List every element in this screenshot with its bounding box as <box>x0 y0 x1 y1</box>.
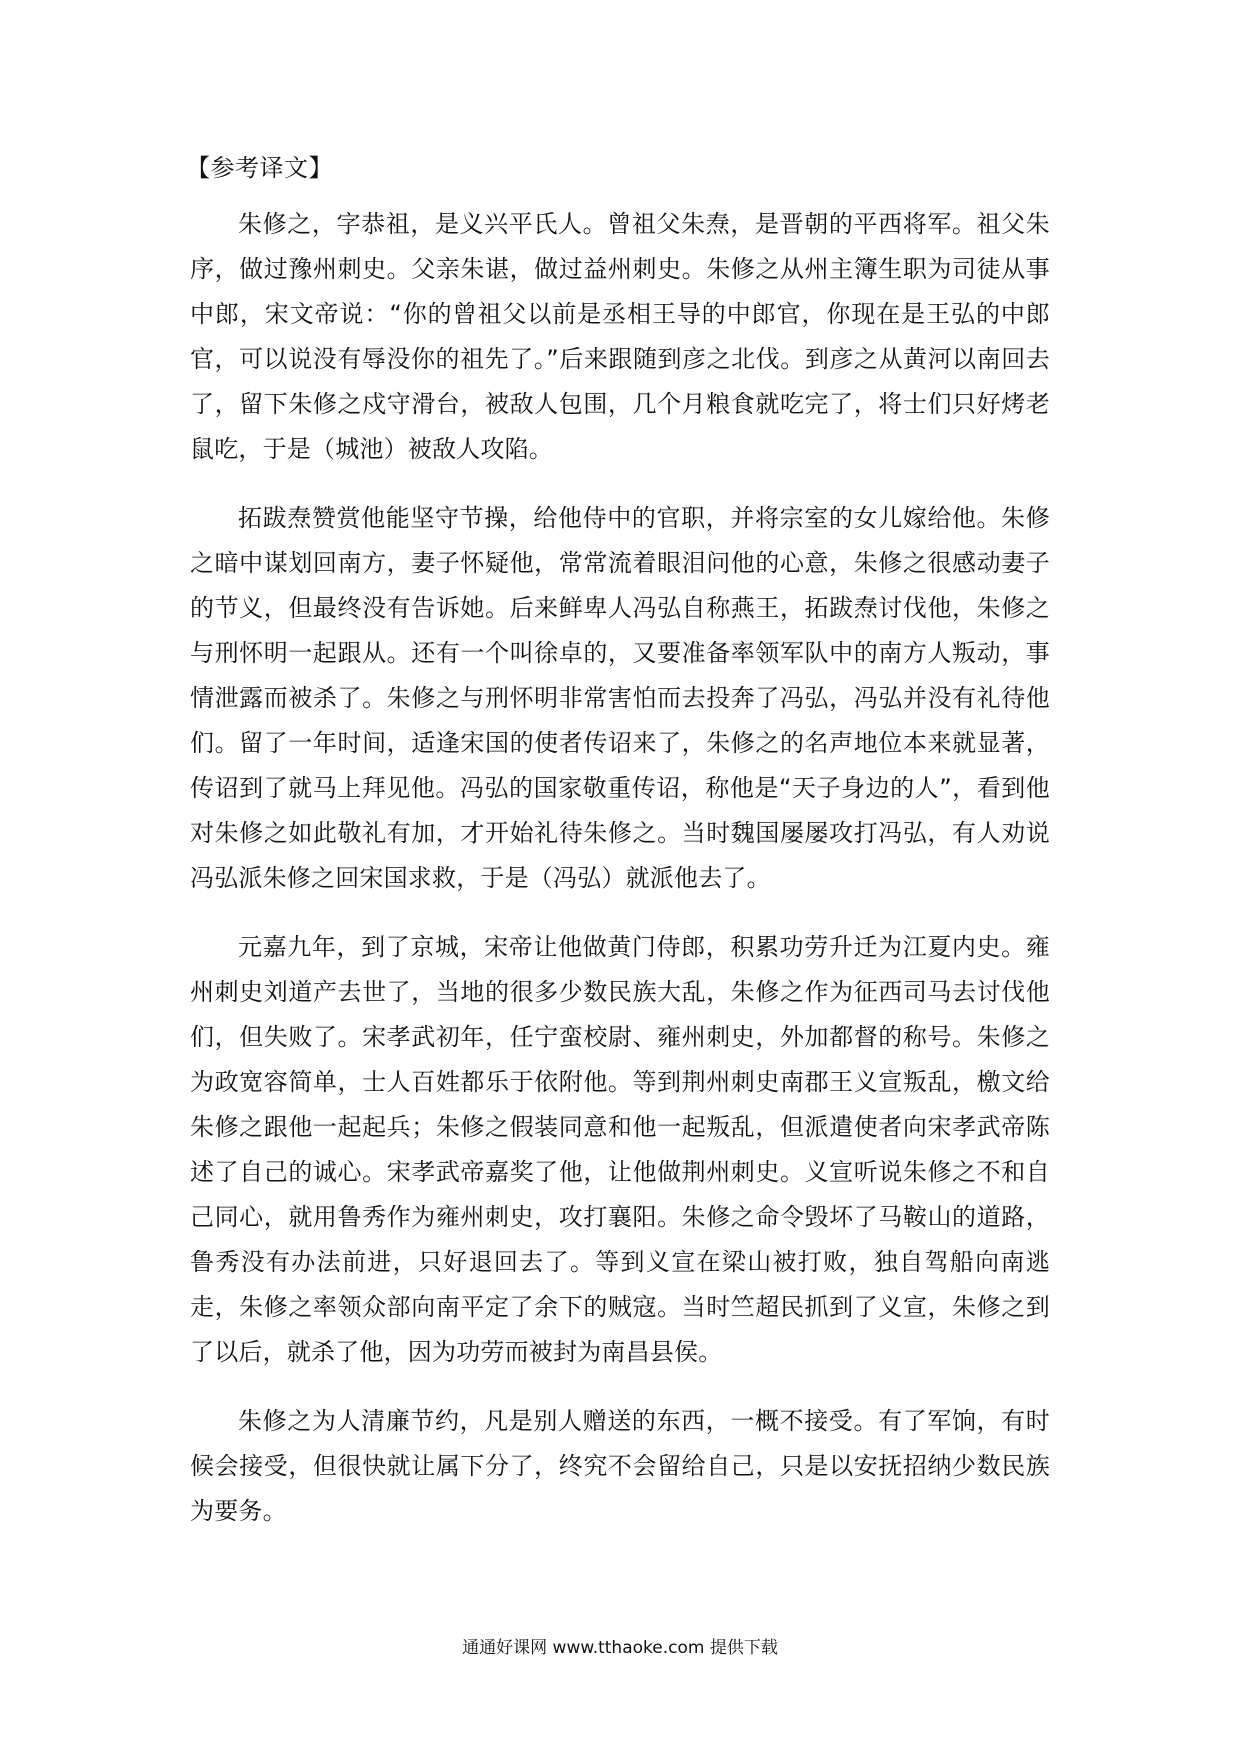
paragraph-1: 朱修之，字恭祖，是义兴平氏人。曾祖父朱焘，是晋朝的平西将军。祖父朱序，做过豫州刺史。父亲朱谌，做过益州刺史。朱修之从州主簿生职为司徒从事中郎，宋文帝说：“你的曾祖父以前是丞相王导的中郎官，你现在是王弘的中郎官，可以说没有辱没你的祖先了。”后来跟随到彦之北伐。到彦之从黄河以南回去了，留下朱修之戍守滑台，被敌人包围，几个月粮食就吃完了，将士们只好烤老鼠吃，于是（城池）被敌人攻陷。 <box>190 210 1050 463</box>
paragraph-2: 拓跋焘赞赏他能坚守节操，给他侍中的官职，并将宗室的女儿嫁给他。朱修之暗中谋划回南方，妻子怀疑他，常常流着眼泪问他的心意，朱修之很感动妻子的节义，但最终没有告诉她。后来鲜卑人冯弘自称燕王，拓跋焘讨伐他，朱修之与刑怀明一起跟从。还有一个叫徐卓的，又要准备率领军队中的南方人叛动，事情泄露而被杀了。朱修之与刑怀明非常害怕而去投奔了冯弘，冯弘并没有礼待他们。留了一年时间，适逢宋国的使者传诏来了，朱修之的名声地位本来就显著，传诏到了就马上拜见他。冯弘的国家敬重传诏，称他是“天子身边的人”，看到他对朱修之如此敬礼有加，才开始礼待朱修之。当时魏国屡屡攻打冯弘，有人劝说冯弘派朱修之回宋国求救，于是（冯弘）就派他去了。 <box>190 504 1050 892</box>
section-heading: 【参考译文】 <box>186 154 333 182</box>
paragraph-3: 元嘉九年，到了京城，宋帝让他做黄门侍郎，积累功劳升迁为江夏内史。雍州刺史刘道产去世了，当地的很多少数民族大乱，朱修之作为征西司马去讨伐他们，但失败了。宋孝武初年，任宁蛮校尉、雍州刺史，外加都督的称号。朱修之为政宽容简单，士人百姓都乐于依附他。等到荆州刺史南郡王义宣叛乱，檄文给朱修之跟他一起起兵；朱修之假装同意和他一起叛乱，但派遣使者向宋孝武帝陈述了自己的诚心。宋孝武帝嘉奖了他，让他做荆州刺史。义宣听说朱修之不和自己同心，就用鲁秀作为雍州刺史，攻打襄阳。朱修之命令毁坏了马鞍山的道路，鲁秀没有办法前进，只好退回去了。等到义宣在梁山被打败，独自驾船向南逃走，朱修之率领众部向南平定了余下的贼寇。当时竺超民抓到了义宣，朱修之到了以后，就杀了他，因为功劳而被封为南昌县侯。 <box>190 933 1050 1366</box>
page-footer: 通通好课网 www.tthaoke.com 提供下载 <box>462 1638 778 1658</box>
document-body <box>186 148 1050 1558</box>
paragraph-4: 朱修之为人清廉节约，凡是别人赠送的东西，一概不接受。有了军饷，有时候会接受，但很快就让属下分了，终究不会留给自己，只是以安抚招纳少数民族为要务。 <box>190 1407 1050 1525</box>
